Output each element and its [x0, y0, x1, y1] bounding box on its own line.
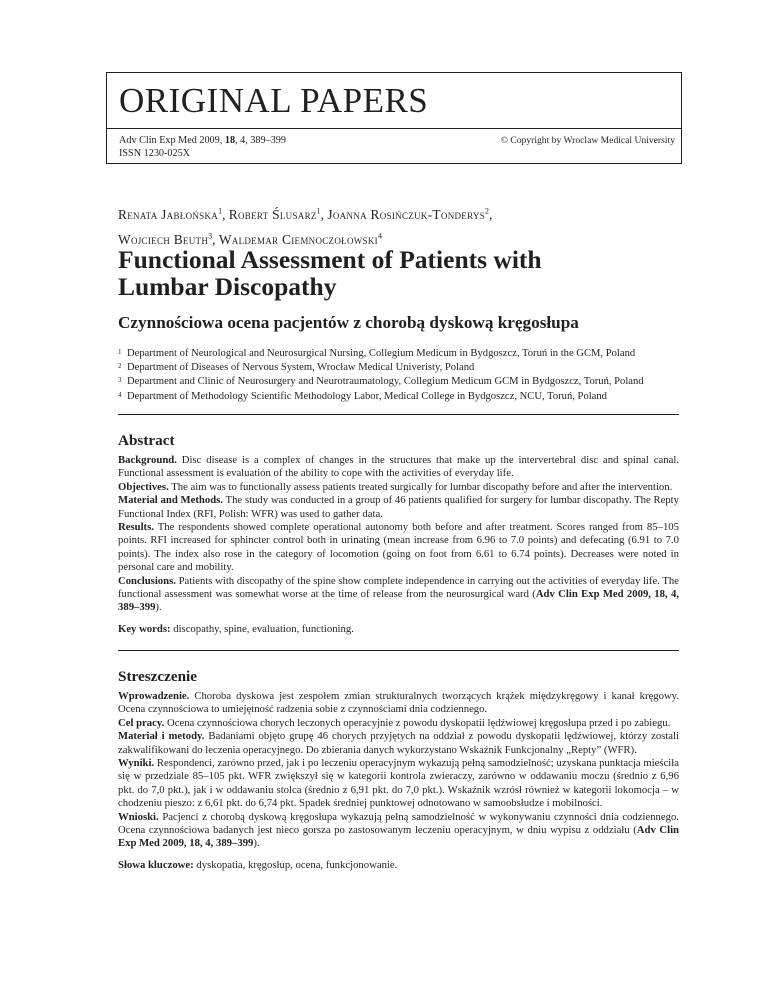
streszczenie-section — [118, 668, 679, 872]
abstract-paragraph: Material and Methods. The study was conducted in a group of 46 patients qualified for surgery for lumbar discopathy. The Repty Functional Index (RFI, Polish: WFR) was used to gather data. — [118, 494, 679, 520]
keywords: Key words: discopathy, spine, evaluation, functioning. — [118, 622, 354, 635]
author: Robert Ślusarz$^1$, — [228, 207, 328, 223]
abstract-paragraph: Objectives. The aim was to functionally assess patients treated surgically for lumbar discopathy before and after the intervention. — [118, 480, 673, 493]
abstract-paragraph: Background. Disc disease is a complex of changes in the structures that make up the intervertebral disc and spinal canal. Functional assessment is evaluation of the ability to cope with the activities of everyday life. — [118, 454, 679, 480]
streszczenie-paragraph: Materiał i metody. Badaniami objęto grupę 46 chorych przyjętych na oddział z powodu dyskopatii lędźwiowej, którzy zostali zakwalifikowani do leczenia operacyjnego. Do zbierania danych wykorzystano Wskaźnik Funkcjonalny „Repty” (WFR). — [118, 730, 679, 756]
abstract-heading: Abstract — [118, 432, 175, 449]
article-title-polish: Czynnościowa ocena pacjentów z chorobą dyskową kręgosłupa — [118, 313, 579, 332]
header-divider — [107, 128, 681, 129]
affiliation-item: 2 Department of Diseases of Nervous System, Wrocław Medical Univeristy, Poland — [118, 362, 475, 374]
author-list — [118, 201, 678, 250]
copyright-notice: © Copyright by Wroclaw Medical University — [500, 135, 675, 146]
citation-volume: 18 — [224, 135, 236, 146]
keywords-polish: Słowa kluczowe: dyskopatia, kręgosłup, ocena, funkcjonowanie. — [118, 858, 398, 871]
abstract-paragraph: Conclusions. Patients with discopathy of the spine show complete independence in carrying out the activities of everyday life. The functional assessment was somewhat worse at the time of release from the neurosurgical ward (Adv Clin Exp Med 2009, 18, 4, 389–399). — [118, 574, 679, 614]
streszczenie-paragraph: Wprowadzenie. Choroba dyskowa jest zespołem zmian strukturalnych tworzących krążek międzykręgowy i kanał kręgowy. Ocena czynnościowa to umiejętność radzenia sobie z czynnościami dnia codziennego. — [118, 690, 679, 716]
article-title: Functional Assessment of Patients with Lumbar Discopathy — [118, 245, 542, 301]
streszczenie-paragraph: Wyniki. Respondenci, zarówno przed, jak i po leczeniu operacyjnym wykazują pełną samodzielność; uzyskana punktacja mieściła się w przedziale 85–105 pkt. WFR zwiększył się w kategorii kontrola zwieraczy, zarówno w oddawaniu moczu (średnio z 6,96 pkt. do 7,0 pkt.), jak i w oddawaniu stolca (średnio z 6,91 pkt. do 7,0 pkt.). Wskaźnik wzrósł również w kategorii lokomocja – w chodzeniu pieszo: z 6,61 pkt. do 6,74 pkt. Spadek średniej punktowej odnotowano w samoobsłudze i mobilności. — [118, 757, 679, 810]
citation-block — [119, 134, 286, 160]
author: Renata Jabłońska$^1$, — [118, 207, 229, 223]
author: Joanna Rosińczuk-Tonderys$^2$, — [327, 207, 493, 223]
journal-header — [106, 72, 682, 164]
journal-section-title: ORIGINAL PAPERS — [119, 81, 429, 120]
streszczenie-paragraph: Cel pracy. Ocena czynnościowa chorych leczonych operacyjnie z powodu dyskopatii lędźwiowej kręgosłupa przed i po zabiegu. — [118, 716, 671, 729]
citation-prefix: Adv Clin Exp Med 2009, — [119, 135, 225, 146]
affiliation-item: 3 Department and Clinic of Neurosurgery and Neurotraumatology, Collegium Medicum GCM in Bydgoszcz, Toruń, Poland — [118, 376, 644, 388]
streszczenie-heading: Streszczenie — [118, 668, 197, 685]
affiliation-item: 4 Department of Methodology Scientific Methodology Labor, Medical College in Bydgoszcz, NCU, Toruń, Poland — [118, 390, 607, 402]
streszczenie-paragraph: Wnioski. Pacjenci z chorobą dyskową kręgosłupa wykazują pełną samodzielność w wykonywaniu czynności dnia codziennego. Ocena czynnościowa badanych jest nieco gorsza po zastosowanym leczeniu operacyjnym, w dniu wypisu z oddziału (Adv Clin Exp Med 2009, 18, 4, 389–399). — [118, 810, 679, 850]
affiliation-list — [118, 347, 678, 404]
citation-suffix: , 4, 389–399 — [235, 135, 286, 146]
issn: ISSN 1230-025X — [119, 148, 191, 159]
abstract-section — [118, 432, 679, 636]
section-divider — [118, 414, 679, 415]
section-divider — [118, 650, 679, 651]
abstract-paragraph: Results. The respondents showed complete operational autonomy both before and after treatment. Scores ranged from 85–105 points. RFI increased for sphincter control both in urinating (mean increase from 6.96 to 7.0 points) and defecating (6.91 to 7.0 points). The index also rose in the category of locomotion (going on foot from 6.61 to 6.74 points). Decreases were noted in personal care and mobility. — [118, 521, 679, 574]
affiliation-item: 1 Department of Neurological and Neurosurgical Nursing, Collegium Medicum in Bydgoszcz, Toruń in the GCM, Poland — [118, 348, 636, 359]
author: Wojciech Beuth$^3$, — [118, 231, 219, 247]
author: Waldemar Ciemnoczołowski$^4$ — [218, 231, 382, 247]
